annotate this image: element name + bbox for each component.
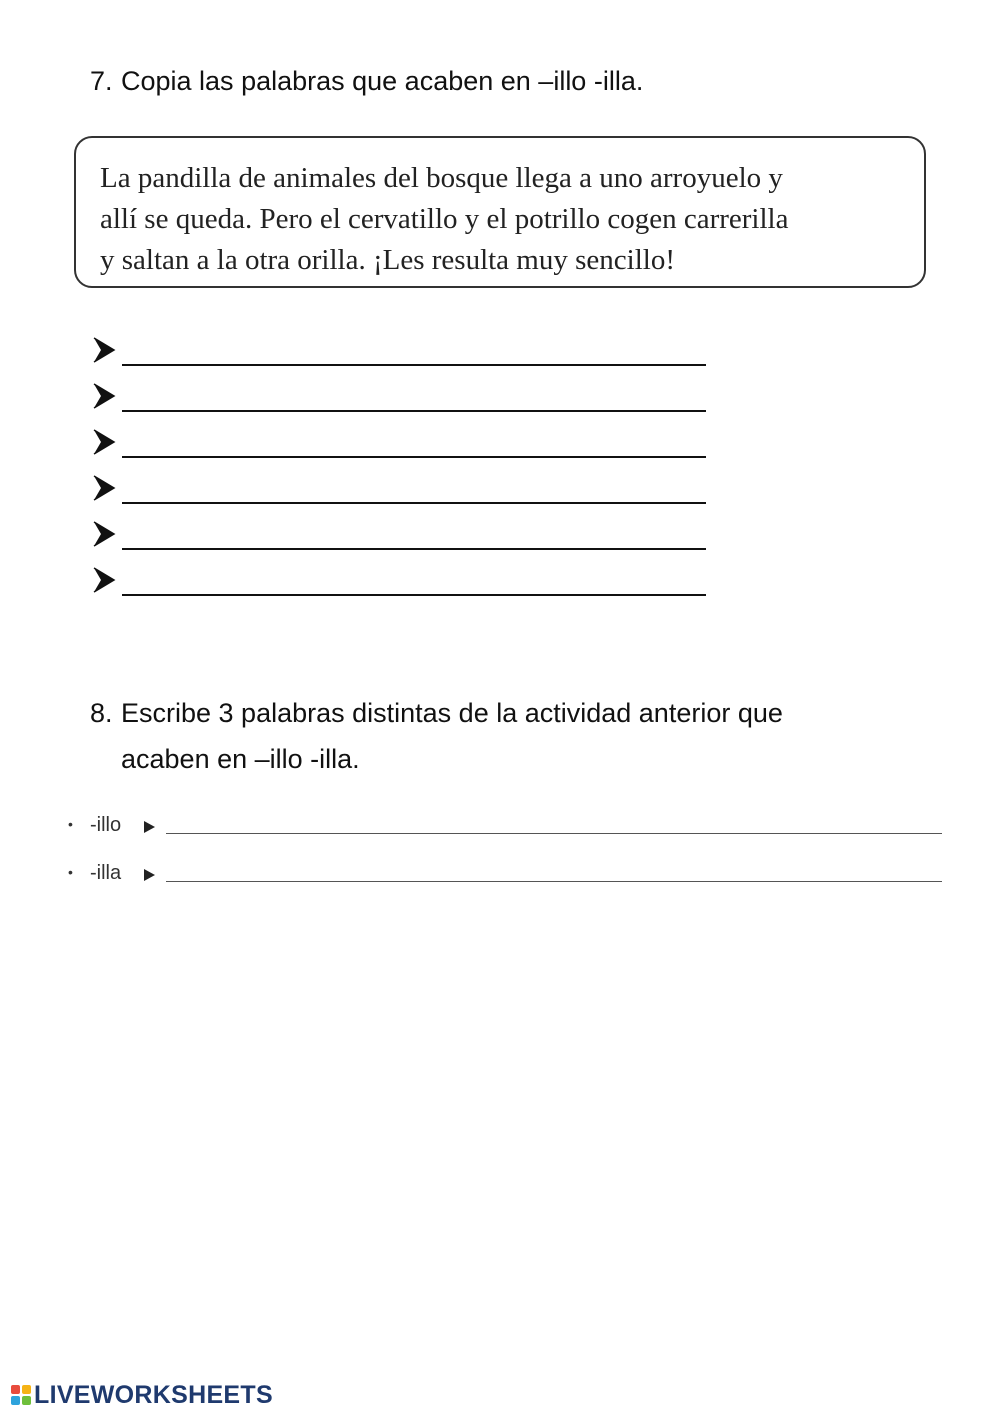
reading-line-2: allí se queda. Pero el cervatillo y el potrillo cogen carrerilla [100, 203, 789, 235]
triangle-right-icon [144, 821, 155, 833]
answer-line-3 [92, 426, 712, 472]
arrowhead-icon [92, 336, 116, 364]
arrowhead-icon [92, 566, 116, 594]
question-8-text-line-1: Escribe 3 palabras distintas de la actividad anterior que [121, 698, 783, 728]
ending-answer-illa[interactable] [166, 881, 942, 882]
question-7-text: Copia las palabras que acaben en –illo -illa. [121, 66, 644, 96]
liveworksheets-logo[interactable] [10, 1380, 273, 1410]
ending-label-illo: -illo [90, 814, 122, 836]
answer-blank-3[interactable] [122, 456, 706, 458]
answer-line-2 [92, 380, 712, 426]
answer-lines-list [92, 334, 712, 610]
bullet: • [68, 864, 73, 880]
liveworksheets-logo-icon [10, 1384, 32, 1406]
answer-line-6 [92, 564, 712, 610]
ending-label-illa: -illa [90, 862, 122, 884]
question-7-title [90, 58, 643, 104]
question-7-number: 7. [90, 66, 113, 96]
arrowhead-icon [92, 520, 116, 548]
reading-line-1: La pandilla de animales del bosque llega a uno arroyuelo y [100, 162, 783, 194]
ending-answer-illo[interactable] [166, 833, 942, 834]
triangle-right-icon [144, 869, 155, 881]
answer-blank-1[interactable] [122, 364, 706, 366]
reading-line-3: y saltan a la otra orilla. ¡Les resulta muy sencillo! [100, 244, 675, 276]
arrowhead-icon [92, 382, 116, 410]
answer-blank-4[interactable] [122, 502, 706, 504]
question-8-number: 8. [90, 698, 113, 728]
ending-row-illa [68, 861, 948, 889]
answer-blank-6[interactable] [122, 594, 706, 596]
logo-text: LIVEWORKSHEETS [34, 1380, 273, 1409]
question-8-text-line-2: acaben en –illo -illa. [121, 744, 360, 774]
answer-blank-2[interactable] [122, 410, 706, 412]
answer-line-4 [92, 472, 712, 518]
question-8-title [90, 690, 910, 782]
reading-passage-box [74, 136, 926, 288]
answer-line-1 [92, 334, 712, 380]
arrowhead-icon [92, 474, 116, 502]
ending-row-illo [68, 813, 948, 841]
bullet: • [68, 816, 73, 832]
answer-line-5 [92, 518, 712, 564]
arrowhead-icon [92, 428, 116, 456]
answer-blank-5[interactable] [122, 548, 706, 550]
